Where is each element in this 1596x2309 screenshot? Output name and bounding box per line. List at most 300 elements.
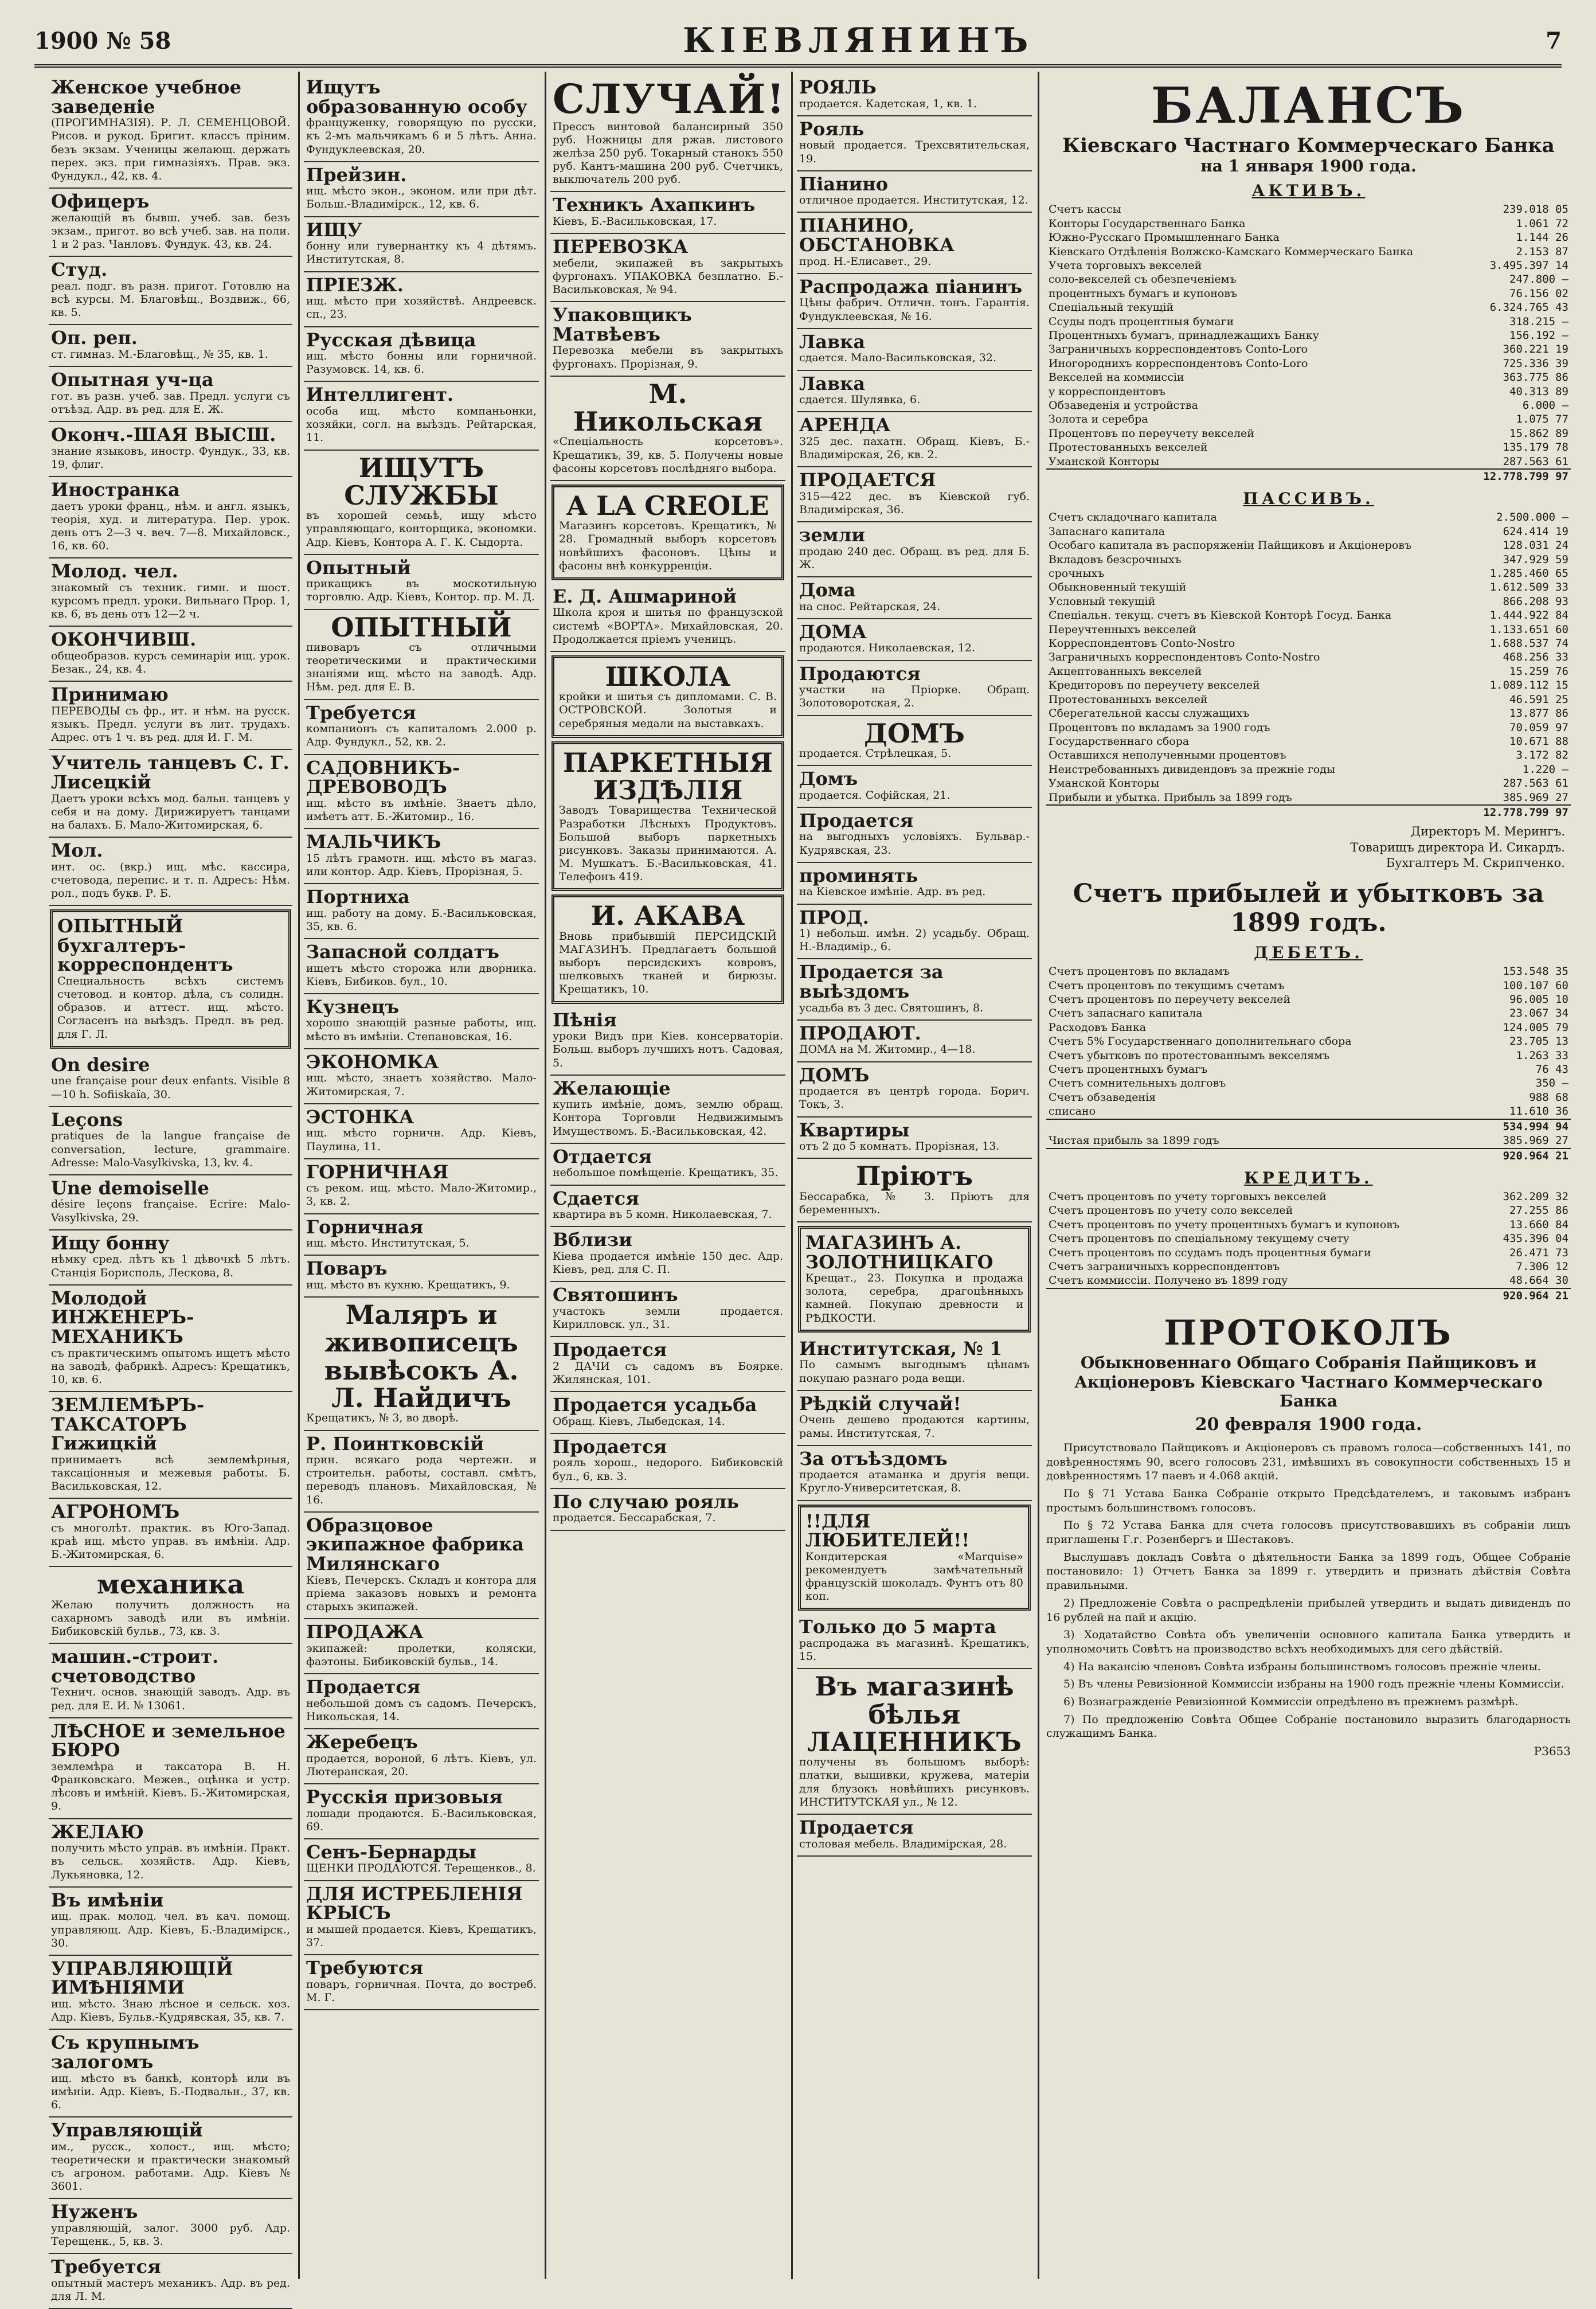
classified-ad [550,1282,785,1337]
asset-row [1046,202,1571,216]
ad-text: купить имѣніе, домъ, землю обращ. Контора Торговли Недвижимымъ Имуществомъ. Б.-Васильковская, 42. [553,1098,783,1138]
ad-headline: Пріютъ [855,1161,973,1192]
debit-row-value: 76 43 [1535,1063,1568,1076]
ad-text: Вновь прибывшій ПЕРСИДСКІЙ МАГАЗИНЪ. Предлагаетъ большой выборъ персидскихъ ковровъ, шелковыхъ тканей и бирюзы. Крещатикъ, 10. [559,929,777,996]
asset-row [1046,427,1571,440]
assets-total: 12.778.799 97 [1480,469,1571,483]
ad-text: продаются. Николаевская, 12. [799,642,976,655]
ad-headline: ОПЫТНЫЙ бухгалтеръ-корреспондентъ [57,915,233,976]
credit-row-label: Счетъ процентовъ по учету торговыхъ векселей [1049,1190,1327,1203]
ad-text: знакомый съ техник. гимн. и шост. курсомъ предл. уроки. Вильнаго Прор. 1, кв. 6, въ день отъ 12—2 ч. [51,581,290,621]
credit-row [1046,1190,1571,1204]
ad-headline: ЭСТОНКА [306,1105,414,1128]
credit-row-value: 435.396 04 [1503,1232,1568,1245]
ad-headline: ПРОДАЮТ. [799,1022,921,1044]
ad-headline: механика [96,1569,245,1600]
net-profit-label: Чистая прибыль за 1899 годъ [1049,1134,1219,1147]
classified-ad [49,325,292,367]
debit-row-label: Счетъ процентовъ по текущимъ счетамъ [1049,979,1285,992]
ad-text: продается. Стрѣлецкая, 5. [799,747,952,760]
ad-headline: Требуется [306,701,416,724]
ad-headline: ПІАНИНО, ОБСТАНОВКА [799,214,955,256]
ad-headline: МАГАЗИНЪ А. ЗОЛОТНИЦКАГО [805,1231,993,1273]
classified-ad [304,1674,539,1729]
ad-text: 15 лѣтъ грамотн. ищ. мѣсто въ магаз. или контор. Адр. Кіевъ, Прорізная, 5. [306,851,537,878]
debit-table [1046,964,1571,1163]
ad-text: ищ. мѣсто при хозяйствѣ. Андреевск. сп., 23. [306,295,537,321]
liability-row-value: 2.500.000 — [1496,511,1568,524]
ad-text: бонну или гувернантку къ 4 дѣтямъ. Институтская, 8. [306,240,537,266]
ad-headline: ЗЕМЛЕМѢРЪ-ТАКСАТОРЪ Гижицкій [51,1394,205,1455]
classified-ad [797,116,1032,171]
ad-text: продаю 240 дес. Обращ. въ ред. для Б. Ж. [799,545,1030,571]
credit-row [1046,1232,1571,1245]
ad-text: ищ. мѣсто горничн. Адр. Кіевъ, Паулина, 11. [306,1127,537,1153]
liability-row-label: Заграничныхъ корреспондентовъ Conto-Nostro [1049,651,1320,664]
liability-row [1046,553,1571,566]
ad-headline: Интеллигент. [306,384,454,406]
classified-ad [550,302,785,377]
classified-ad [304,451,539,555]
ad-headline: ПЕРЕВОЗКА [553,236,689,258]
ad-text: уроки Видъ при Кіев. консерваторіи. Больш. выборъ лучшихъ нотъ. Садовая, 5. [553,1030,783,1069]
classified-ad [304,272,539,327]
ad-headline: Горничная [306,1216,424,1238]
ad-text: на выгодныхъ условіяхъ. Бульвар.-Кудрявская, 23. [799,830,1030,857]
ad-headline: ДОМА [799,620,867,643]
asset-row-label: Векселей на коммиссіи [1049,371,1184,384]
liability-row-value: 866.208 93 [1503,595,1568,608]
classified-ad [550,1227,785,1282]
liability-row [1046,608,1571,622]
ad-headline: Въ магазинѣ бѣлья ЛАЦЕННИКЪ [807,1671,1022,1758]
ad-text: Кіева продается имѣніе 150 дес. Адр. Кіевъ, ред. для С. П. [553,1249,783,1276]
asset-row-label: Учета торговыхъ векселей [1049,259,1202,272]
ad-headline: Піанино [799,173,889,195]
ad-text: управляющій, залог. 3000 руб. Адр. Терещенк., 5, кв. 3. [51,2221,290,2248]
ad-text: компанионъ съ капиталомъ 2.000 р. Адр. Фундукл., 52, кв. 2. [306,722,537,749]
ad-headline: Рѣдкій случай! [799,1392,961,1415]
classified-ad [550,234,785,302]
classified-ad [797,619,1032,661]
ad-text: Крещатикъ, № 3, во дворѣ. [306,1412,459,1425]
ad-headline: Нуженъ [51,2201,138,2223]
liability-row-value: 10.671 88 [1509,734,1568,748]
protocol-ref: Р3653 [1534,1744,1571,1759]
ad-text: Цѣны фабрич. Отличн. тонъ. Гарантія. Фундуклеевская, № 16. [799,296,1030,323]
classified-ad [797,808,1032,863]
ad-headline: Требуется [51,2256,161,2278]
classified-ad [304,555,539,610]
credit-row-label: Счетъ процентовъ по спеціальному текущему счету [1049,1232,1349,1245]
column-rule [298,72,300,2279]
ad-headline: УПРАВЛЯЮЩІЙ ИМѢНІЯМИ [51,1957,233,1999]
asset-row-label: процентныхъ бумагъ и купоновъ [1049,287,1238,300]
classified-ad [49,1644,292,1718]
credit-row-label: Счетъ заграничныхъ корреспондентовъ [1049,1260,1280,1273]
ad-text: ищ. мѣсто, знаетъ хозяйство. Мало-Житомирская, 7. [306,1072,537,1098]
ad-text: пивоваръ съ отличными теоретическими и практическими знаніями ищ. мѣсто на заводѣ. Адр. Нѣм. ред. для Е. В. [306,640,537,694]
asset-row-value: 318.215 — [1509,315,1568,328]
ad-headline: Ищутъ образованную особу [306,76,527,118]
ad-text: сдается. Шулявка, 6. [799,393,921,407]
ad-text: продается. Бессарабская, 7. [553,1511,716,1525]
ad-headline: За отъѣздомъ [799,1447,948,1470]
ad-headline: ЭКОНОМКА [306,1050,439,1073]
ad-headline: Жеребецъ [306,1730,418,1753]
ad-text: продается. Софійская, 21. [799,788,950,802]
classified-ad [797,1118,1032,1159]
ad-headline: машин.-строит. счетоводство [51,1646,219,1687]
ad-text: небольшой домъ съ садомъ. Печерскъ, Никольская, 14. [306,1697,537,1723]
asset-row-value: 1.061 72 [1516,217,1568,230]
ad-text: француженку, говорящую по русски, къ 2-мъ мальчикамъ 6 и 5 лѣтъ. Анна. Фундуклеевская, 20. [306,116,537,156]
ad-text: получить мѣсто управ. въ имѣніи. Практ. въ сельск. хозяйств. Адр. Кіевъ, Лукьяновка, 12. [51,1842,290,1881]
signature-accountant: Бухгалтеръ М. Скрипченко. [1386,855,1565,870]
classified-ad [49,1175,292,1230]
protocol-paragraph: 4) На вакансію членовъ Совѣта избраны большинствомъ голосовъ прежніе члены. [1063,1660,1541,1673]
balance-title: БАЛАНСЪ [1151,77,1466,135]
classified-ad [304,1159,539,1214]
ad-text: желающій въ бывш. учеб. зав. безъ экзам., пригот. во всѣ учеб. зав. на поли. 1 и 2 раз. Чанловъ. Фундук. 43, кв. 24. [51,211,290,251]
credit-row-label: Счетъ процентовъ по учету процентныхъ бумагъ и купоновъ [1049,1218,1400,1231]
ad-headline: Съ крупнымъ залогомъ [51,2031,200,2073]
ad-headline: По случаю рояль [553,1490,739,1513]
ad-text: Крещат., 23. Покупка и продажа золота, серебра, драгоцѣнныхъ камней. Покупаю древности и РѢДКОСТИ. [805,1272,1023,1325]
asset-row [1046,272,1571,286]
ad-text: Очень дешево продаются картины, рамы. Институтская, 7. [799,1413,1030,1440]
ad-text: усадьба въ 3 дес. Святошинъ, 8. [799,1001,984,1014]
asset-row [1046,259,1571,272]
liability-row [1046,665,1571,678]
credit-row-value: 7.306 12 [1516,1260,1568,1273]
liability-row-label: Счетъ складочнаго капитала [1049,511,1217,524]
ad-headline: ПРОДАЖА [306,1621,424,1643]
credit-row [1046,1246,1571,1260]
classified-ad [550,192,785,234]
debit-row-value: 1.263 33 [1516,1049,1568,1062]
protocol-paragraph: Выслушавъ докладъ Совѣта о дѣятельности Банка за 1899 годъ, Общее Собраніе постановило: 1) Отчетъ Банка за 1899 г. утвердить и признать дѣйствія Совѣта правильными. [1046,1550,1571,1592]
asset-row-label: Процентовъ по переучету векселей [1049,427,1254,440]
classified-ad [49,682,292,750]
classified-ad [304,1729,539,1784]
debit-row-label: Счетъ сомнительныхъ долговъ [1049,1077,1226,1090]
ad-headline: Опытный [306,556,411,579]
ad-headline: ГОРНИЧНАЯ [306,1161,449,1183]
ad-headline: ПРОДАЕТСЯ [799,469,936,491]
credit-row [1046,1260,1571,1273]
ad-headline: Сдается [553,1187,639,1209]
classified-ad [304,1619,539,1674]
ad-text: нѣмку сред. лѣтъ къ 1 дѣвочкѣ 5 лѣтъ. Станція Борисполь, Лескова, 8. [51,1253,290,1279]
classified-ad [550,75,785,192]
ad-text: прикащикъ въ москотильную торговлю. Адр. Кіевъ, Контор. пр. М. Д. [306,577,537,604]
ad-text: мебели, экипажей въ закрытыхъ фургонахъ. УПАКОВКА безплатно. Б.-Васильковская, № 94. [553,256,783,296]
classified-ad [797,1336,1032,1391]
ad-text: Перевозка мебели въ закрытыхъ фургонахъ. Прорізная, 9. [553,344,783,370]
ad-headline: Leçons [51,1108,123,1131]
column-rule [545,72,546,2279]
debit-row [1046,1034,1571,1048]
classified-ad [49,2117,292,2199]
classified-ad [797,716,1032,766]
ad-headline: Требуются [306,1957,424,1979]
liability-row-value: 1.133.651 60 [1489,623,1568,636]
ad-headline: Продается [799,809,914,831]
classified-ad [304,75,539,162]
credit-total: 920.964 21 [1480,1288,1571,1303]
ads-column-3 [550,75,785,2276]
liability-row-label: Акцептованныхъ векселей [1049,665,1202,678]
ad-text: столовая мебель. Владимірская, 28. [799,1837,1007,1850]
liability-row-label: Условный текущій [1049,595,1156,608]
classified-ad [49,2199,292,2254]
ad-headline: Принимаю [51,683,169,706]
ad-text: 1) небольш. имѣн. 2) усадьбу. Обращ. Н.-Владимір., 6. [799,927,1030,954]
balance-subtitle: Кіевскаго Частнаго Коммерческаго Банка [1062,134,1555,157]
debit-row [1046,964,1571,978]
credit-row-label: Счетъ процентовъ по учету соло векселей [1049,1204,1293,1217]
classified-ad [49,367,292,422]
ad-headline: Продается за выѣздомъ [799,961,944,1003]
protocol-paragraph: 3) Ходатайство Совѣта объ увеличеніи основного капитала Банка утвердить и уполномочить Совѣтъ на производство всѣхъ необходимыхъ для сего дѣйствій. [1046,1628,1571,1655]
liability-row [1046,693,1571,706]
ad-headline: САДОВНИКЪ-ДРЕВОВОДЪ [306,756,460,798]
asset-row-value: 1.075 77 [1516,413,1568,426]
classified-ad [304,610,539,700]
liabilities-total: 12.778.799 97 [1480,805,1571,819]
ad-text: Кондитерская «Marquise» рекомендуетъ замѣчательный французскій шоколадъ. Фунтъ отъ 80 коп. [805,1550,1023,1603]
ad-text: Специальность всѣхъ системъ счетовод. и контор. дѣла, съ солидн. образов. и аттест. ищ. мѣсто. Согласенъ на выѣздъ. Предл. въ ред. для Г. Л. [57,974,284,1041]
debit-row-label: Счетъ убытковъ по протестованнымъ векселямъ [1049,1049,1330,1062]
ad-headline: Запасной солдатъ [306,940,499,963]
ad-headline: Иностранка [51,478,180,501]
ad-text: ищ. мѣсто экон., эконом. или при дѣт. Больш.-Владимірск., 12, кв. 6. [306,185,537,211]
classified-ad [797,371,1032,413]
debit-row-value: 124.005 79 [1503,1021,1568,1034]
liability-row [1046,776,1571,790]
ad-text: ищ. мѣсто въ имѣніе. Знаетъ дѣло, имѣетъ атт. Б.-Житомир., 16. [306,796,537,823]
classified-ad [797,1669,1032,1815]
asset-row-label: Уманской Конторы [1049,455,1160,468]
asset-row-value: 360.221 19 [1503,343,1568,356]
credit-row-value: 26.471 73 [1509,1246,1568,1259]
asset-row-value: 156.192 — [1509,329,1568,342]
protocol-paragraph: По § 71 Устава Банка Собраніе открыто Предсѣдателемъ, и таковымъ избранъ простымъ большинствомъ голосовъ. [1046,1487,1571,1514]
ad-headline: АРЕНДА [799,414,891,436]
asset-row-value: 1.144 26 [1516,231,1568,244]
credit-row [1046,1273,1571,1288]
ad-text: инт. ос. (вкр.) ищ. мѣс. кассира, счетовода, перепис. и т. п. Адресъ: Нѣм. рол., подъ букв. Р. Б. [51,860,290,900]
balance-date: на 1 января 1900 года. [1200,157,1417,176]
classified-ad [551,655,784,738]
classified-ad [49,838,292,906]
ad-headline: Офицеръ [51,190,150,213]
protocol-paragraph: Присутствовало Пайщиковъ и Акціонеровъ съ правомъ голоса—собственныхъ 141, по довѣренностямъ 90, всего голосовъ 231, имѣвшихъ въ совокупности собственныхъ 15 и довѣренностямъ 17 паевъ и 4.068 акцій. [1046,1441,1571,1483]
classified-ad [49,257,292,325]
ad-headline: ДОМЪ [864,717,965,749]
issue-number: 1900 № 58 [34,27,171,54]
ad-text: получены въ большомъ выборѣ: платки, вышивки, кружева, матеріи для блузокъ новѣйшихъ рисунковъ. ИНСТИТУТСКАЯ ул., № 12. [799,1756,1030,1808]
asset-row-value: 135.179 78 [1503,441,1568,454]
classified-ad [551,485,784,580]
debit-sum: 534.994 94 [1480,1119,1571,1134]
ad-text: отъ 2 до 5 комнатъ. Прорізная, 13. [799,1140,1000,1153]
assets-heading: АКТИВЪ. [1251,181,1366,201]
liability-row-value: 3.172 82 [1516,749,1568,762]
classified-ad [49,1230,292,1286]
liability-row [1046,706,1571,720]
net-profit-row [1046,1134,1571,1148]
credit-row [1046,1204,1571,1217]
classified-ad [797,1614,1032,1669]
ad-text: принимаетъ всѣ землемѣрныя, таксаціонныя и межевыя работы. Б. Васильковская, 12. [51,1453,290,1493]
ad-headline: Рояль [799,118,864,140]
classified-ad [49,1052,292,1107]
classified-ad [797,171,1032,213]
ad-text: распродажа въ магазинѣ. Крещатикъ, 15. [799,1637,1030,1663]
ad-text: общеобразов. курсъ семинаріи ищ. урок. Безак., 24, кв. 4. [51,649,290,676]
debit-row-label: Счетъ процентовъ по переучету векселей [1049,993,1290,1006]
ads-column-4 [797,75,1032,2276]
classified-ad [550,1392,785,1434]
asset-row-label: Конторы Государственнаго Банка [1049,217,1246,230]
liability-row-label: Особаго капитала въ распоряженіи Пайщиковъ и Акціонеровъ [1049,539,1412,552]
ad-headline: On desire [51,1053,150,1076]
liability-row [1046,734,1571,748]
ad-headline: ОКОНЧИВШ. [51,628,197,651]
classified-ad [550,1144,785,1186]
column-rule [791,72,793,2279]
protocol-body [1046,1441,1571,1741]
asset-row-value: 15.862 89 [1509,427,1568,440]
credit-row-label: Счетъ коммиссіи. Получено въ 1899 году [1049,1274,1288,1287]
ad-text: Обращ. Кіевъ, Лыбедская, 14. [553,1415,725,1428]
ad-headline: Поваръ [306,1257,388,1280]
classified-ad [550,1007,785,1076]
liability-row-value: 347.929 59 [1503,553,1568,566]
ad-text: реал. подг. въ разн. пригот. Готовлю на всѣ курсы. М. Благовѣщ., Воздвиж., 66, кв. 5. [51,279,290,319]
liability-row-value: 385.969 27 [1503,791,1568,804]
ad-headline: ПРОД. [799,906,869,928]
asset-row [1046,398,1571,412]
debit-row-label: Счетъ 5% Государственнаго дополнительнаго сбора [1049,1035,1352,1048]
ad-text: ищ. работу на дому. Б.-Васильковская, 35, кв. 6. [306,907,537,933]
asset-row-label: Ссуды подъ процентныя бумаги [1049,315,1234,328]
signature-deputy: Товарищъ директора И. Сикардъ. [1350,840,1565,854]
ad-headline: Мол. [51,839,103,862]
ad-text: ищ. прак. молод. чел. въ кач. помощ. управляющ. Адр. Кіевъ, Б.-Владимірск., 30. [51,1910,290,1949]
debit-row-label: Расходовъ Банка [1049,1021,1147,1034]
ad-headline: Управляющій [51,2119,203,2142]
debit-row-label: Счетъ процентовъ по вкладамъ [1049,965,1230,978]
classified-ad [49,627,292,682]
ad-headline: Институтская, № 1 [799,1337,1003,1359]
credit-row-label: Счетъ процентовъ по ссудамъ подъ процентныя бумаги [1049,1246,1371,1259]
asset-row-value: 6.000 — [1522,398,1568,412]
ad-text: им., русск., холост., ищ. мѣсто; теоретически и практически знакомый съ агроном. работами. Адр. Кіевъ № 3601. [51,2140,290,2193]
asset-row-value: 247.800 — [1509,273,1568,286]
ad-headline: Желающіе [553,1077,671,1099]
classified-ad [304,1049,539,1104]
ad-text: ЩЕНКИ ПРОДАЮТСЯ. Терещенков., 8. [306,1862,536,1875]
ad-headline: РОЯЛЬ [799,76,877,98]
asset-row-label: Заграничныхъ корреспондентовъ Conto-Loro [1049,343,1308,356]
ad-text: продается въ центрѣ города. Борич. Токъ, 3. [799,1085,1030,1111]
classified-ad [797,1391,1032,1446]
ad-headline: Распродажа піанинъ [799,275,1023,298]
ad-headline: Только до 5 марта [799,1616,996,1638]
classified-ad [550,1489,785,1531]
classified-ad [797,329,1032,371]
classified-ad [551,741,784,892]
ad-headline: Продается [799,1816,914,1838]
ad-headline: ПРІЕЗЖ. [306,274,404,296]
ad-text: Кіевъ, Печерскъ. Складъ и контора для пріема заказовъ новыхъ и ремонта старыхъ экипажей. [306,1573,537,1613]
liability-row-label: Переучтенныхъ векселей [1049,623,1196,636]
ad-headline: И. АКАВА [590,900,745,932]
ad-text: ищ. мѣсто. Знаю лѣсное и сельск. хоз. Адр. Кіевъ, Бульв.-Кудрявская, 35, кв. 7. [51,1998,290,2024]
liability-row-label: Обыкновенный текущій [1049,581,1187,594]
debit-row [1046,1104,1571,1119]
debit-row-value: 11.610 36 [1509,1105,1568,1118]
debit-row-label: списано [1049,1105,1096,1118]
asset-row-label: Иногороднихъ корреспондентовъ Conto-Loro [1049,357,1308,370]
ad-headline: Русская дѣвица [306,329,476,351]
classified-ad [797,661,1032,716]
ad-headline: Молодой ИНЖЕНЕРЪ-МЕХАНИКЪ [51,1287,194,1347]
liability-row-value: 1.688.537 74 [1489,637,1568,650]
protocol-paragraph: 5) Въ члены Ревизіонной Коммиссіи избраны на 1900 годъ прежніе члены Коммиссіи. [1063,1678,1564,1691]
liability-row-value: 1.612.509 33 [1489,581,1568,594]
classified-ad [49,422,292,477]
ad-headline: Продаются [799,662,921,685]
ad-headline: Въ имѣніи [51,1889,164,1911]
classified-ad [304,327,539,382]
liabilities-heading: ПАССИВЪ. [1243,489,1374,509]
asset-row [1046,217,1571,230]
classified-ad [304,1104,539,1159]
liability-row-value: 13.877 86 [1509,707,1568,720]
asset-row [1046,300,1571,314]
ad-headline: проминять [799,864,918,886]
classified-ad [49,2254,292,2309]
assets-table [1046,202,1571,483]
ad-text: продается, вороной, 6 лѣтъ. Кіевъ, ул. Лютеранская, 20. [306,1752,537,1778]
ads-column-2 [304,75,539,2276]
asset-row [1046,315,1571,329]
ad-text: съ практическимъ опытомъ ищетъ мѣсто на заводѣ, фабрикѣ. Адресъ: Крещатикъ, 10, кв. 6. [51,1346,290,1386]
ads-column-1 [49,75,292,2303]
liability-row [1046,538,1571,552]
ad-text: на Кіевское имѣніе. Адр. въ ред. [799,885,986,898]
ad-headline: Маляръ и живописецъ вывѣсокъ А. Л. Найдичъ [324,1299,519,1414]
classified-ad [304,1839,539,1881]
liability-row-label: Кредиторовъ по переучету векселей [1049,679,1260,692]
liability-row-label: Спеціальн. текущ. счетъ въ Кіевской Конторѣ Госуд. Банка [1049,609,1392,622]
classified-ad [49,750,292,838]
liability-row-label: Уманской Конторы [1049,777,1160,790]
ad-text: землемѣра и таксатора В. Н. Франковскаго. Межев., оцѣнка и устр. лѣсовъ и имѣній. Кіевъ. Б.-Житомирская, 9. [51,1760,290,1813]
classified-ad [49,1286,292,1392]
classified-ad [550,1337,785,1392]
ad-text: прин. всякаго рода чертежн. и строительн. работы, составл. смѣтъ, переводъ плановъ. Михайловская, № 16. [306,1454,537,1506]
page-header [34,17,1562,68]
classified-ad [49,1888,292,1956]
ad-text: une française pour deux enfants. Visible 8—10 h. Sofiiskaïa, 30. [51,1075,290,1101]
classified-ad [304,1881,539,1956]
ad-headline: A LA CREOLE [566,490,769,521]
